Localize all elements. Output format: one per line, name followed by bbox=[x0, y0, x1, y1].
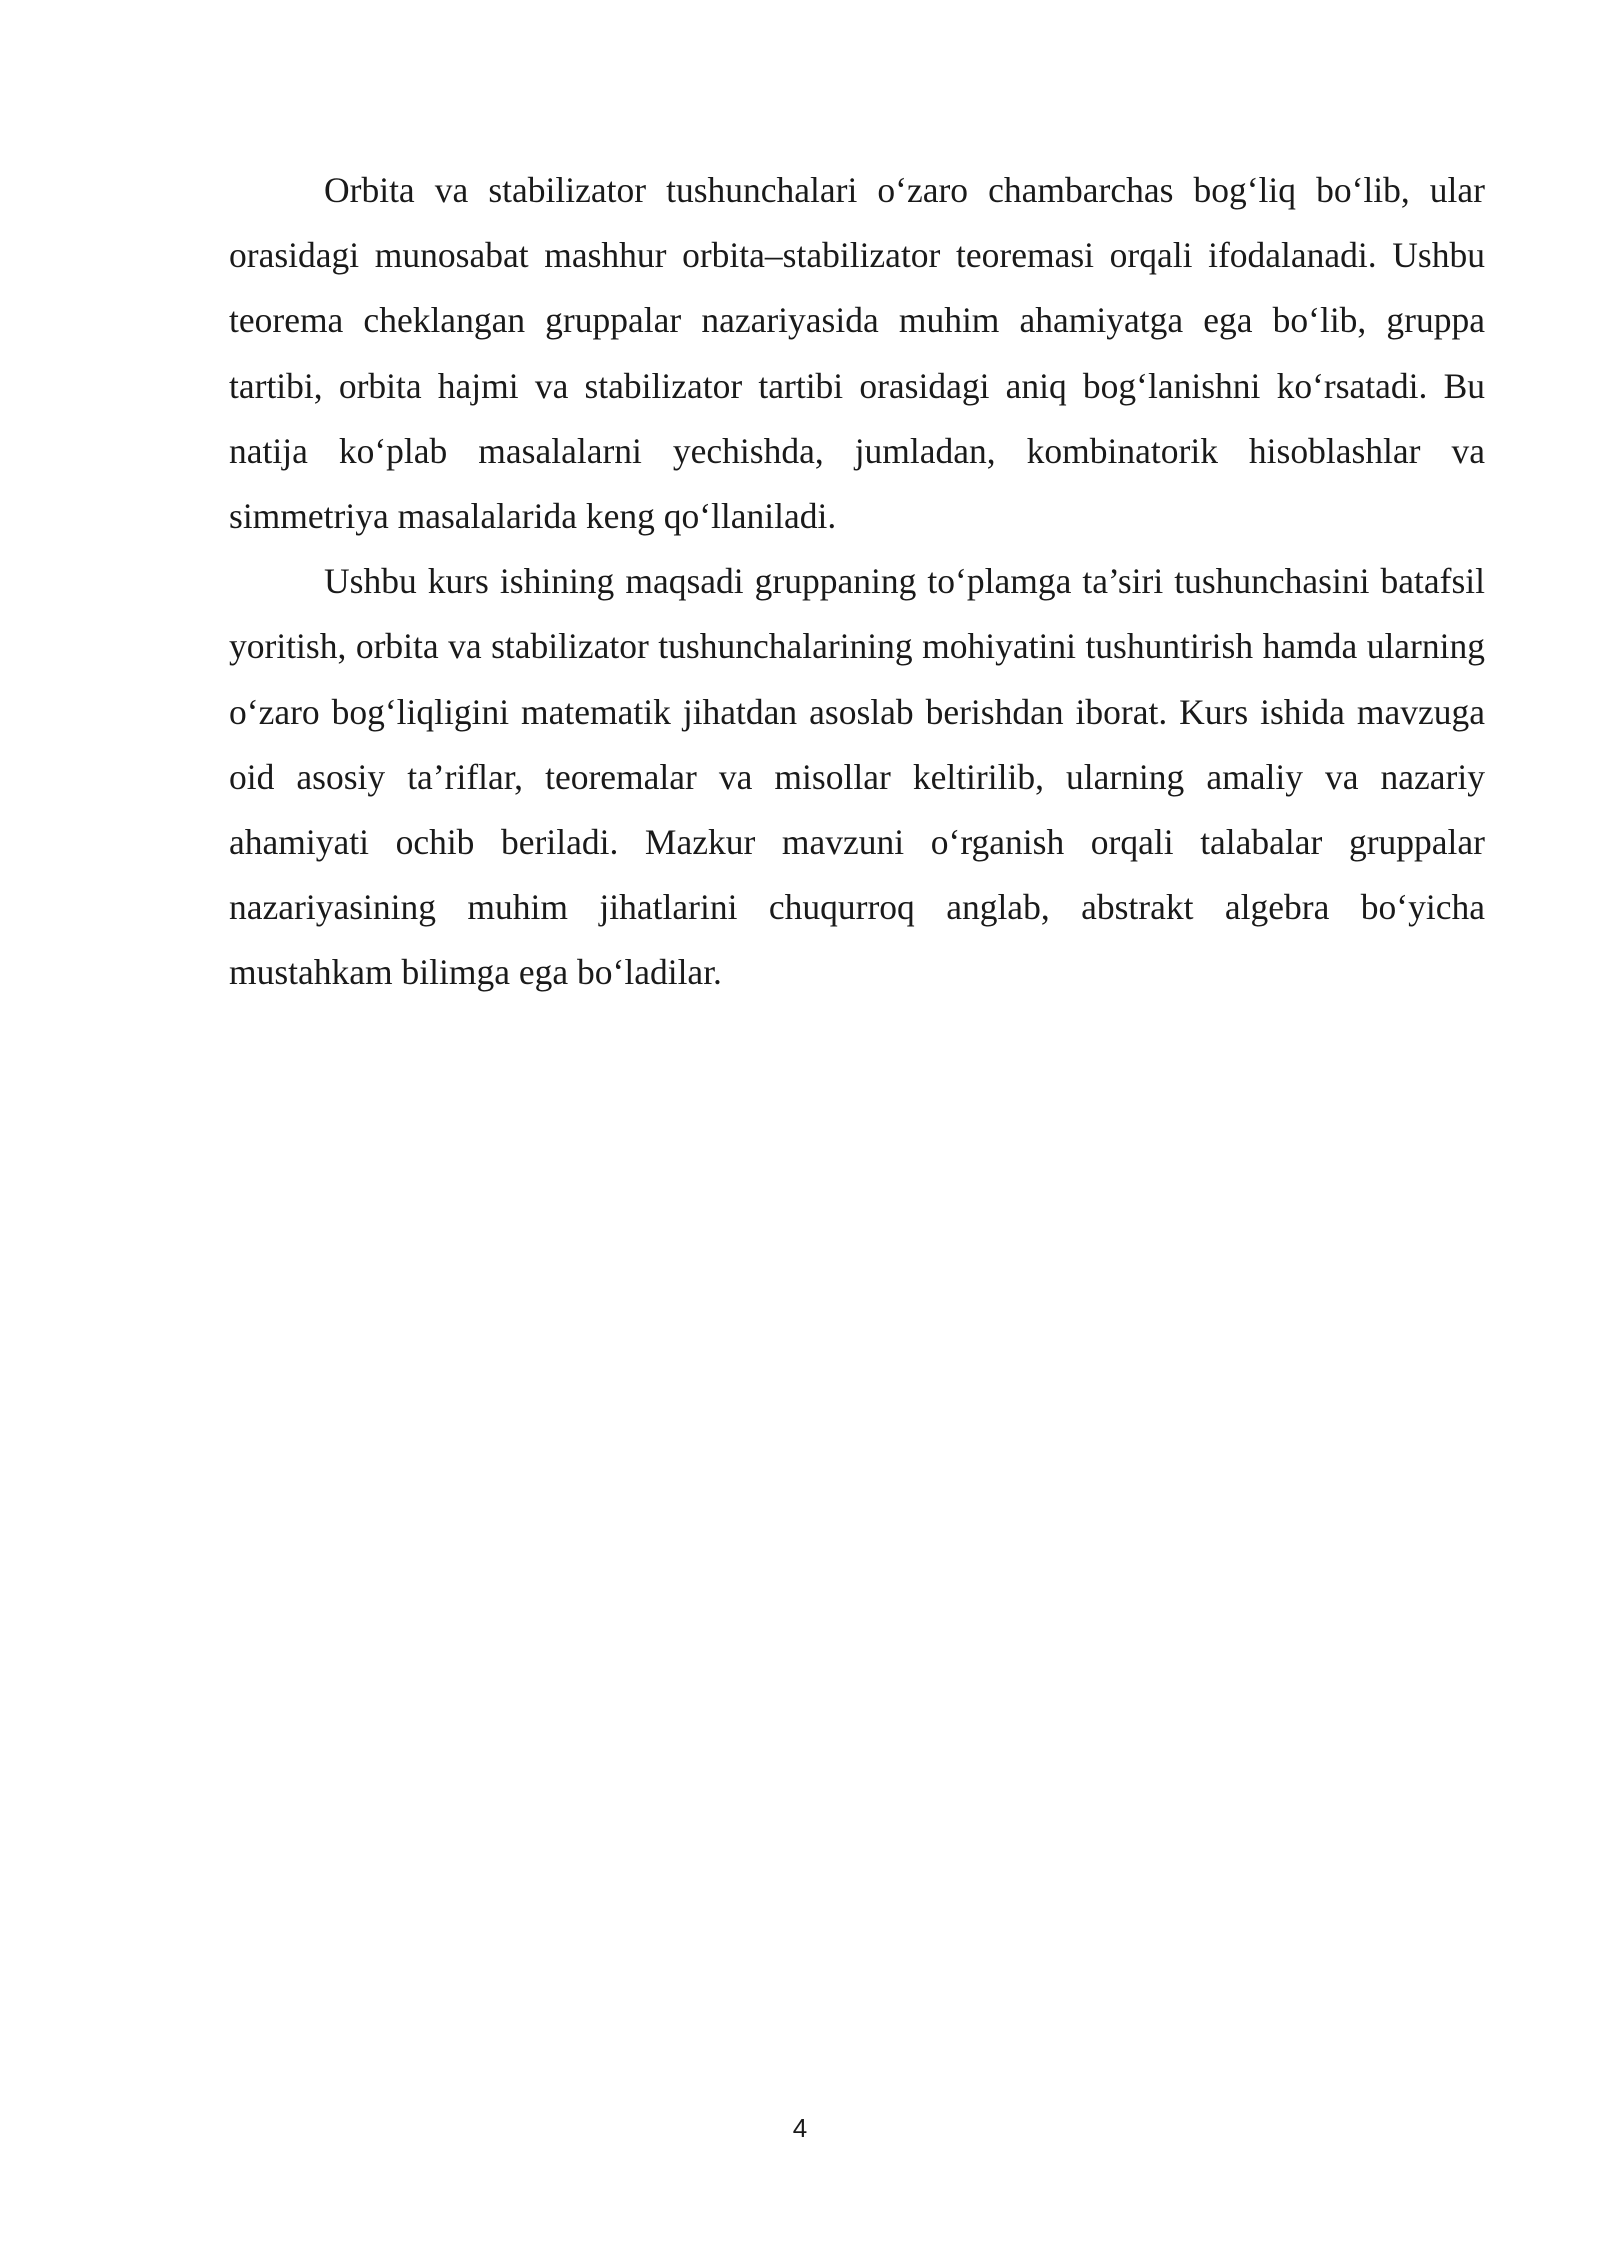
page-number: 4 bbox=[792, 2113, 808, 2143]
paragraph-course-goal: Ushbu kurs ishining maqsadi gruppaning to‘plamga ta’siri tushunchasini batafsil yoritish, orbita va stabilizator tushunchalarining mohiyatini tushuntirish hamda ularning o‘zaro bog‘liqligini matematik jihatdan asoslab berishdan iborat. Kurs ishida mavzuga oid asosiy ta’riflar, teoremalar va misollar keltirilib, ularning amaliy va nazariy ahamiyati ochib beriladi. Mazkur mavzuni o‘rganish orqali talabalar gruppalar nazariyasining muhim jihatlarini chuqurroq anglab, abstrakt algebra bo‘yicha mustahkam bilimga ega bo‘ladilar. bbox=[229, 561, 1485, 993]
paragraph-orbit-stabilizer: Orbita va stabilizator tushunchalari o‘zaro chambarchas bog‘liq bo‘lib, ular orasidagi munosabat mashhur orbita–stabilizator teoremasi orqali ifodalanadi. Ushbu teorema cheklangan gruppalar nazariyasida muhim ahamiyatga ega bo‘lib, gruppa tartibi, orbita hajmi va stabilizator tartibi orasidagi aniq bog‘lanishni ko‘rsatadi. Bu natija ko‘plab masalalarni yechishda, jumladan, kombinatorik hisoblashlar va simmetriya masalalarida keng qo‘llaniladi. bbox=[229, 170, 1485, 537]
body-text bbox=[229, 158, 1485, 1006]
